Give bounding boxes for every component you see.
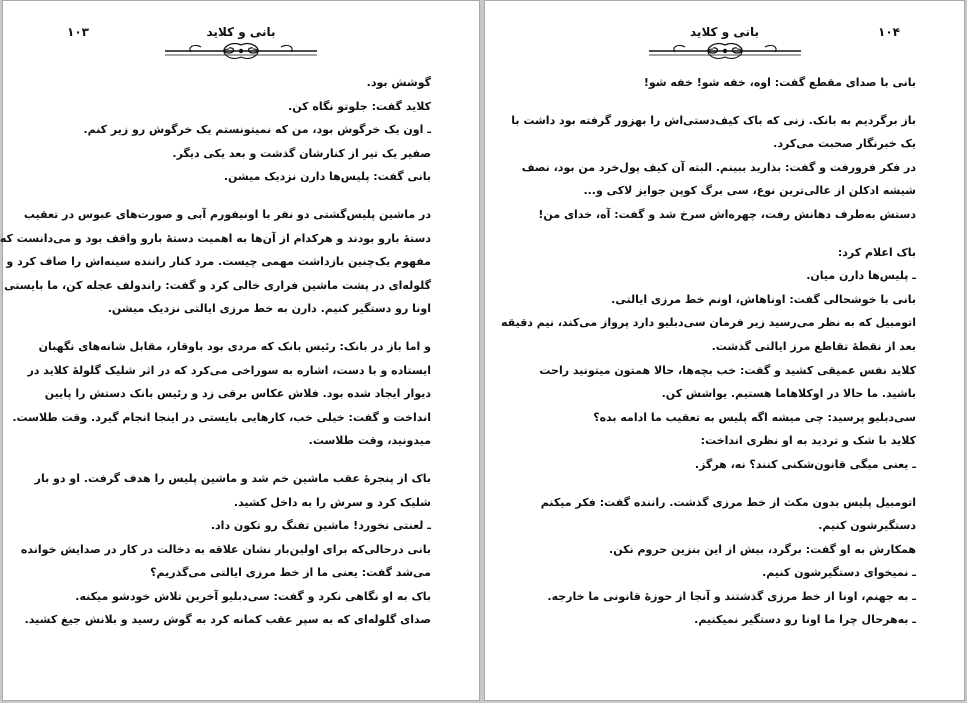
paragraph-gap bbox=[533, 227, 916, 241]
page-number: ۱۰۴ bbox=[878, 25, 900, 39]
text-line: می‌شد گفت: یعنی ما از خط مرزی ایالتی می‌گذریم؟ bbox=[150, 566, 431, 580]
page-body bbox=[501, 71, 916, 632]
text-line: اونا رو دستگیر کنیم. دارن به خط مرزی ایالتی نزدیک میشن. bbox=[107, 302, 431, 316]
text-line: دستش به‌طرف دهانش رفت، چهره‌اش سرخ شد و گفت: آه، خدای من! bbox=[538, 207, 916, 221]
text-line: ایستاده و با دست، اشاره به سوراخی می‌کرد که در اثر شلیک گلولهٔ کلاید در bbox=[27, 363, 431, 377]
left-page bbox=[2, 0, 480, 701]
text-line: ـ پلیس‌ها دارن میان. bbox=[806, 269, 916, 283]
text-line: ـ لعنتی نخورد! ماشین تفنگ رو تکون داد. bbox=[210, 519, 431, 533]
text-line: ـ نمیخوای دستگیرشون کنیم. bbox=[762, 566, 916, 580]
text-line: ـ اون یک خرگوش بود، من که نمیتونستم یک خرگوش رو زیر کنم. bbox=[83, 123, 431, 137]
text-line: در ماشین پلیس‌گشتی دو نفر با اونیفورم آبی و صورت‌های عبوس در تعقیب bbox=[23, 207, 431, 221]
text-line: بانی با خوشحالی گفت: اوناهاش، اونم خط مرزی ایالتی. bbox=[611, 292, 916, 306]
text-line: بعد از نقطهٔ تقاطع مرز ایالتی گذشت. bbox=[711, 339, 916, 353]
paragraph-gap bbox=[51, 321, 431, 335]
text-line: میدونید، وقت طلاست. bbox=[308, 434, 431, 448]
running-header: بانی و کلاید bbox=[206, 25, 276, 39]
text-line: صدای گلوله‌ای که به سپر عقب کمانه کرد به گوش رسید و بلانش جیغ کشید. bbox=[24, 613, 431, 627]
text-line: ـ یعنی میگی قانون‌شکنی کنند؟ نه، هرگز. bbox=[694, 457, 916, 471]
text-line: باز برگردیم به بانک. زنی که باک کیف‌دستی‌اش را بهزور گرفته بود داشت با bbox=[511, 113, 916, 127]
paragraph-gap bbox=[51, 189, 431, 203]
text-line: در فکر فرورفت و گفت: بذارید ببینم. البته آن کیف پول‌خرد من بود، نصف bbox=[521, 160, 916, 174]
text-line: باک به او نگاهی نکرد و گفت: سی‌دبلیو آخرین تلاش خودشو میکنه. bbox=[75, 589, 431, 603]
paragraph-gap bbox=[51, 453, 431, 467]
text-line: ـ به‌هرحال چرا ما اونا رو دستگیر نمیکنیم. bbox=[694, 613, 916, 627]
text-line: دستگیرشون کنیم. bbox=[818, 519, 916, 533]
text-line: شلیک کرد و سرش را به داخل کشید. bbox=[233, 495, 431, 509]
text-line: باشید. ما حالا در اوکلاهاما هستیم. یواشش کن. bbox=[661, 387, 916, 401]
text-line: همکارش به او گفت: برگرد، بیش از این بنزین حروم نکن. bbox=[609, 542, 916, 556]
text-line: سی‌دبلیو پرسید: چی میشه اگه پلیس به تعقیب ما ادامه بده؟ bbox=[593, 410, 916, 424]
text-line: یک خبرنگار صحبت می‌کرد. bbox=[773, 137, 916, 151]
text-line: کلاید با شک و تردید به او نظری انداخت: bbox=[700, 434, 916, 448]
text-line: صفیر یک تیر از کنارشان گذشت و بعد یکی دیگر. bbox=[172, 146, 431, 160]
text-line: بانی درحالی‌که برای اولین‌بار نشان علاقه به دخالت در کار در صدایش خوانده bbox=[20, 542, 431, 556]
text-line: و اما باز در بانک: رئیس بانک که مردی بود باوقار، مقابل شانه‌های نگهبان bbox=[38, 339, 431, 353]
header-ornament-icon bbox=[161, 39, 321, 63]
text-line: انداخت و گفت: خیلی خب، کارهایی بایستی در اینجا انجام گیرد. وقت طلاست. bbox=[12, 410, 431, 424]
header-ornament-icon bbox=[645, 39, 805, 63]
paragraph-gap bbox=[533, 95, 916, 109]
text-line: باک اعلام کرد: bbox=[837, 245, 916, 259]
text-line: دستهٔ بارو بودند و هرکدام از آن‌ها به اهمیت دستهٔ بارو واقف بود و می‌دانست که bbox=[0, 231, 431, 245]
text-line: مفهوم یک‌چنین بازداشت مهمی چیست. مرد کنار راننده سینه‌اش را صاف کرد و bbox=[6, 255, 431, 269]
text-line: ـ به جهنم، اونا از خط مرزی گذشتند و آنجا از حوزهٔ قانونی ما خارجه. bbox=[547, 589, 916, 603]
text-line: اتومبیل که به نظر می‌رسید زیر فرمان سی‌دبلیو دارد پرواز می‌کند، نیم دقیقه bbox=[501, 316, 916, 330]
paragraph-gap bbox=[533, 477, 916, 491]
text-line: گوشش بود. bbox=[366, 76, 431, 89]
text-line: بانی گفت: پلیس‌ها دارن نزدیک میشن. bbox=[223, 170, 431, 184]
text-line: کلاید نفس عمیقی کشید و گفت: خب بچه‌ها، حالا همتون میتونید راحت bbox=[539, 363, 916, 377]
text-line: گلوله‌ای در پشت ماشین فراری خالی کرد و گفت: راندولف عجله کن، ما بایستی bbox=[4, 278, 431, 292]
text-line: دیوار ایجاد شده بود. فلاش عکاس برقی زد و رئیس بانک دستش را پایین bbox=[44, 387, 431, 401]
page-number: ۱۰۳ bbox=[67, 25, 89, 39]
text-line: کلاید گفت: جلوتو نگاه کن. bbox=[288, 99, 431, 113]
right-page bbox=[484, 0, 965, 701]
text-line: اتومبیل پلیس بدون مکث از خط مرزی گذشت. راننده گفت: فکر میکنم bbox=[540, 495, 916, 509]
text-line: شیشه ادکلن از عالی‌ترین نوع، سی برگ کوپن جوایز لاکی و... bbox=[583, 184, 916, 198]
page-body bbox=[0, 71, 431, 632]
text-line: باک از پنجرهٔ عقب ماشین خم شد و ماشین پلیس را هدف گرفت. او دو بار bbox=[34, 471, 431, 485]
running-header: بانی و کلاید bbox=[690, 25, 759, 39]
text-line: بانی با صدای مقطع گفت: اوه، خفه شو! خفه شو! bbox=[643, 76, 916, 89]
